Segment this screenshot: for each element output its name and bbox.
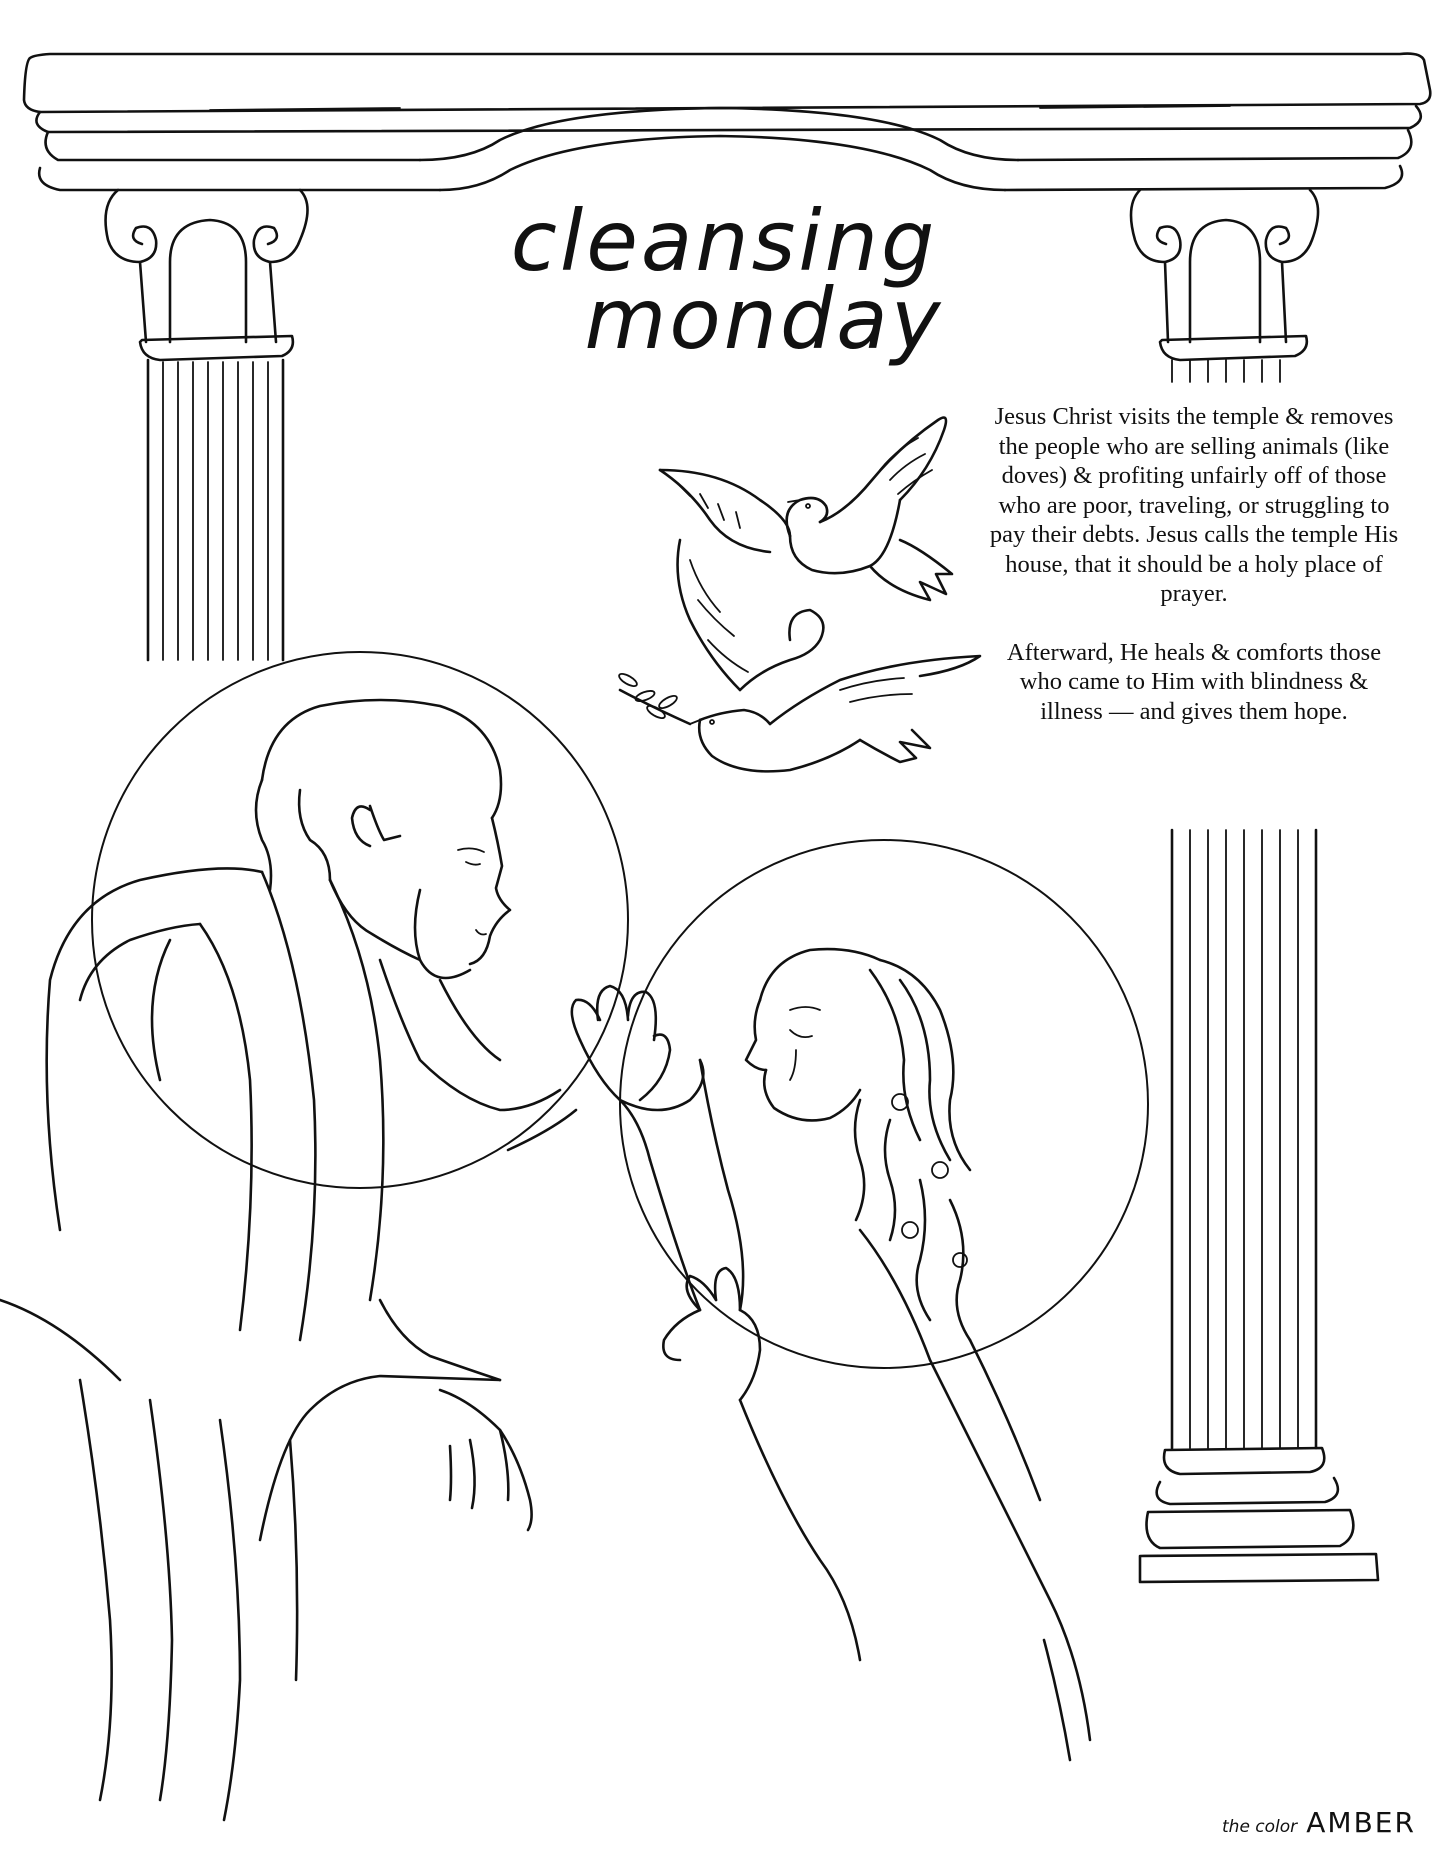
brand-signature [1222, 1806, 1416, 1839]
halo-icon [620, 840, 1148, 1368]
halo-icon [92, 652, 628, 1188]
jesus-figure [0, 700, 576, 1820]
olive-branch-icon [617, 672, 690, 724]
description-paragraph-1: Jesus Christ visits the temple & removes the people who are selling animals (like doves) & profiting unfairly off of those who are poor, traveling, or struggling to pay their debts. Jesus calls the temple His house, that it should be a holy place of prayer. [989, 403, 1399, 607]
dove-icon [660, 418, 952, 600]
temple-arch-icon [24, 54, 1430, 190]
page-title [511, 192, 944, 368]
description-paragraph-2: Afterward, He heals & comforts those who came to Him with blindness & illness — and gives them hope. [1006, 638, 1382, 725]
right-top-column-icon [1131, 190, 1318, 382]
brand-prefix: the color [1222, 1817, 1298, 1837]
dove-icon [678, 540, 980, 771]
title-line-1: cleansing [510, 192, 938, 290]
brand-name: AMBER [1306, 1806, 1416, 1839]
right-bottom-column-icon [1140, 830, 1378, 1582]
title-line-2: monday [584, 270, 944, 368]
woman-figure [572, 949, 1090, 1760]
left-column-icon [106, 190, 308, 660]
description-block [988, 402, 1400, 755]
